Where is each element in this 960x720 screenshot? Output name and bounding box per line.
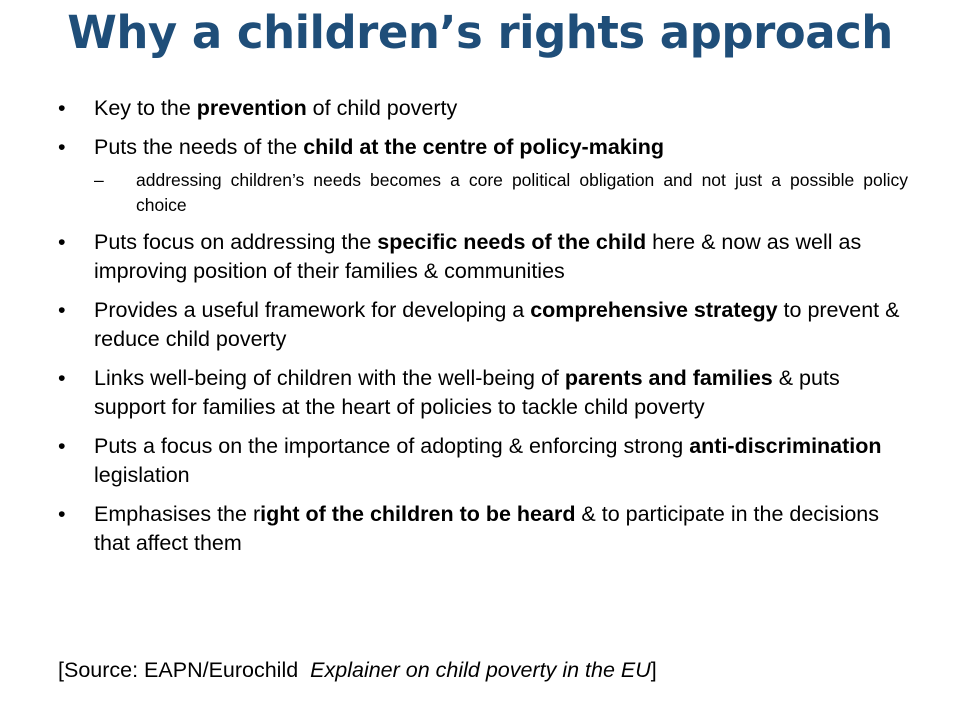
sub-bullet-item <box>94 168 908 218</box>
bullet-marker: • <box>58 96 66 120</box>
sub-bullet-marker: – <box>94 170 104 190</box>
bullet-text: Emphasises the r <box>94 502 261 526</box>
source-prefix: [Source: EAPN/Eurochild <box>58 658 311 682</box>
bullet-marker: • <box>58 434 66 458</box>
bullet-item <box>58 500 908 558</box>
bullet-emphasis: specific needs of the child <box>377 230 647 254</box>
bullet-text: Links well-being of children with the well-being of <box>94 366 565 390</box>
bullet-text: to prevent & reduce child poverty <box>94 298 900 351</box>
bullet-item <box>58 432 908 490</box>
source-suffix: ] <box>650 658 657 682</box>
bullet-item <box>58 228 908 286</box>
bullet-text: Puts focus on addressing the <box>94 230 378 254</box>
slide-title: Why a children’s rights approach <box>67 6 893 59</box>
bullet-text: Puts the needs of the <box>94 135 304 159</box>
bullet-text: legislation <box>94 463 190 487</box>
bullet-emphasis: child at the centre of policy-making <box>303 135 664 159</box>
bullet-emphasis: parents and families <box>564 366 773 390</box>
bullet-list <box>58 94 908 568</box>
bullet-item <box>58 133 908 162</box>
source-citation <box>58 656 657 685</box>
bullet-text: here & now as well as improving position of their families & communities <box>94 230 862 283</box>
bullet-text: Key to the <box>94 96 197 120</box>
bullet-text: Provides a useful framework for developing a <box>94 298 531 322</box>
bullet-emphasis: anti-discrimination <box>689 434 882 458</box>
bullet-marker: • <box>58 366 66 390</box>
bullet-text: & to participate in the decisions that affect them <box>94 502 880 555</box>
bullet-marker: • <box>58 230 66 254</box>
sub-bullet-text: addressing children’s needs becomes a core political obligation and not just a possible policy choice <box>136 170 908 215</box>
bullet-emphasis: ight of the children to be heard <box>260 502 576 526</box>
bullet-marker: • <box>58 502 66 526</box>
bullet-text: Puts a focus on the importance of adopting & enforcing strong <box>94 434 690 458</box>
source-title: Explainer on child poverty in the EU <box>310 658 651 682</box>
bullet-item <box>58 364 908 422</box>
bullet-text: of child poverty <box>306 96 458 120</box>
bullet-marker: • <box>58 298 66 322</box>
bullet-text: & puts support for families at the heart of policies to tackle child poverty <box>94 366 840 419</box>
bullet-marker: • <box>58 135 66 159</box>
bullet-item <box>58 296 908 354</box>
bullet-item <box>58 94 908 123</box>
bullet-emphasis: prevention <box>196 96 307 120</box>
bullet-emphasis: comprehensive strategy <box>530 298 778 322</box>
